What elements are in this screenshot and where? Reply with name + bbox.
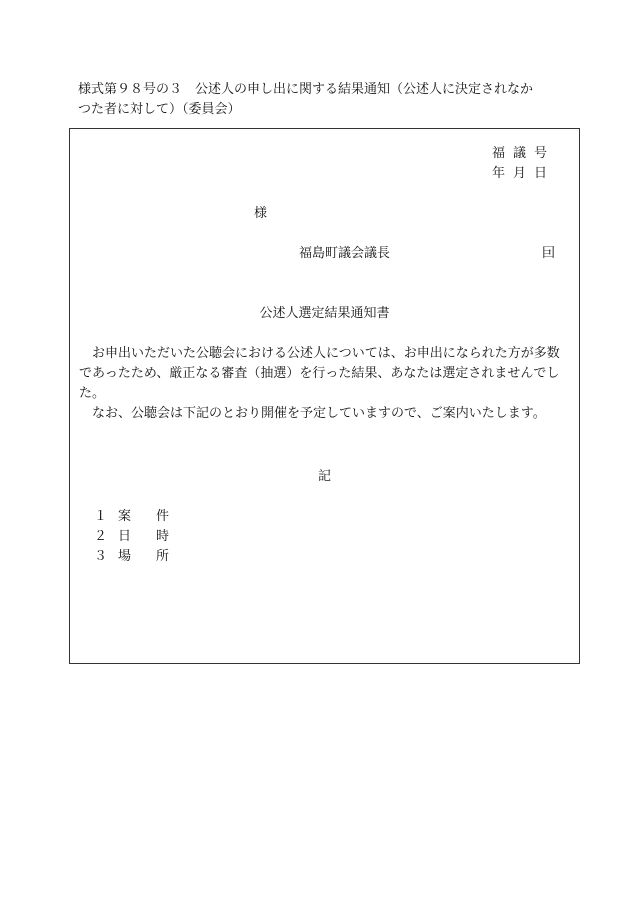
list-item [94, 507, 214, 527]
item-label: 場所 [118, 549, 195, 564]
notice-number-label: 福議号 [491, 146, 555, 161]
item-number: １ [94, 509, 108, 524]
form-header [78, 80, 568, 120]
form-header-line-2: つた者に対して）（委員会） [78, 102, 241, 117]
item-list [94, 507, 214, 567]
body-paragraph: なお、公聴会は下記のとおり開催を予定していますので、ご案内いたします。 [92, 406, 546, 421]
list-item [94, 527, 214, 547]
notice-frame [69, 128, 580, 664]
item-label: 案件 [118, 509, 195, 524]
form-header-line-1: 様式第９８号の３ 公述人の申し出に関する結果通知（公述人に決定されなか [78, 82, 534, 97]
item-label: 日時 [118, 529, 195, 544]
body-paragraph: お申出いただいた公聴会における公述人については、お申出になられた方が多数であったため、厳正なる審査（抽選）を行った結果、あなたは選定されませんでした。 [79, 346, 560, 401]
seal-mark: 囙 [541, 246, 555, 261]
addressee-suffix: 様 [254, 206, 268, 221]
notice-title: 公述人選定結果通知書 [259, 306, 390, 321]
notice-body [79, 344, 572, 424]
notice-date-label: 年月日 [491, 166, 555, 181]
sender-name: 福島町議会議長 [299, 246, 391, 261]
ki-heading: 記 [317, 469, 331, 484]
item-number: ３ [94, 549, 108, 564]
list-item [94, 547, 214, 567]
item-number: ２ [94, 529, 108, 544]
